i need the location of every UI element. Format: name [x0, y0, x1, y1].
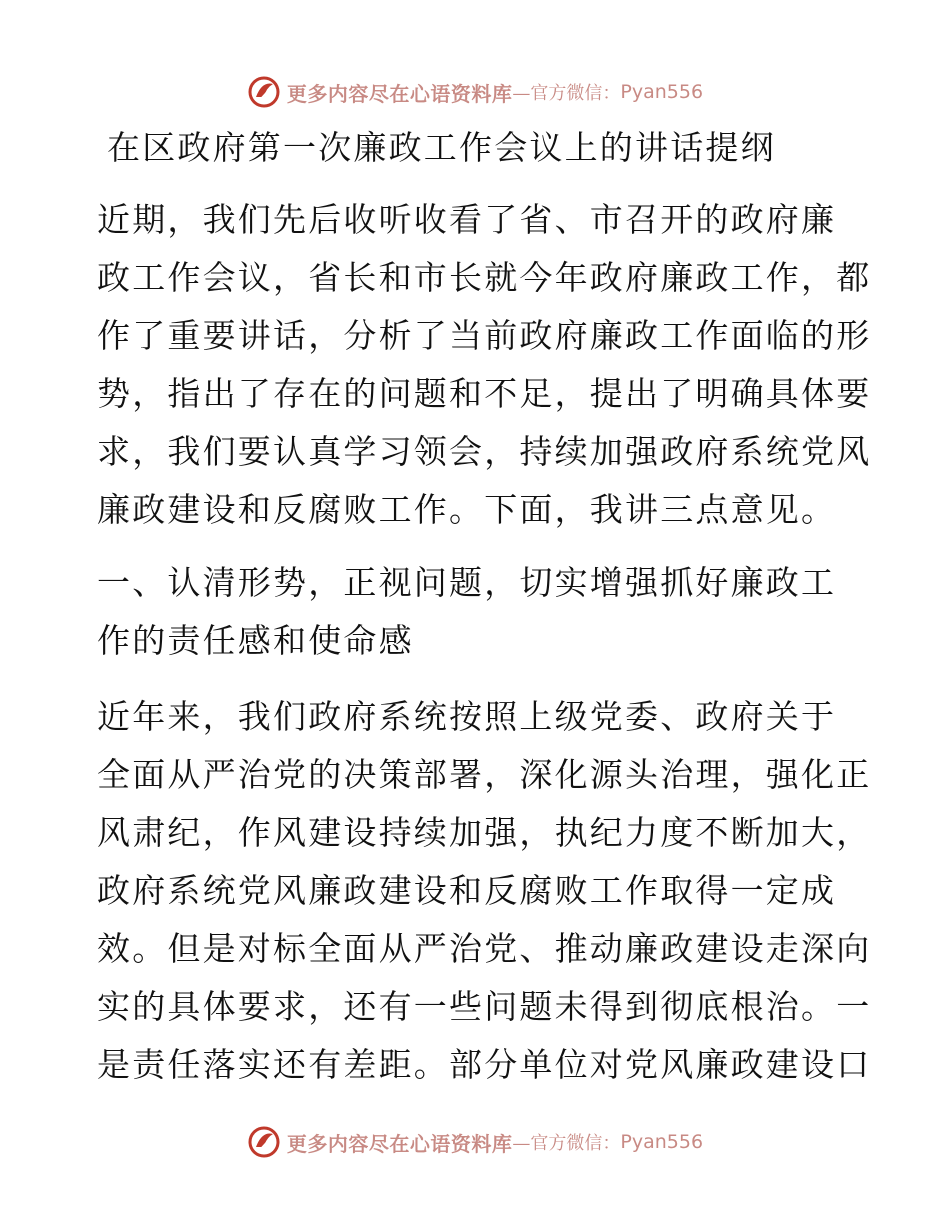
- watermark-wechat-id: Pyan556: [620, 81, 704, 103]
- section-heading-line: 一、认清形势，正视问题，切实增强抓好廉政工: [97, 563, 837, 602]
- paragraph-line: 廉政建设和反腐败工作。下面，我讲三点意见。: [97, 490, 837, 529]
- watermark-logo-icon: [247, 75, 281, 109]
- paragraph-line: 是责任落实还有差距。部分单位对党风廉政建设口: [97, 1045, 872, 1084]
- paragraph-line: 近年来，我们政府系统按照上级党委、政府关于: [97, 697, 837, 736]
- paragraph-line: 效。但是对标全面从严治党、推动廉政建设走深向: [97, 929, 872, 968]
- watermark-text: 更多内容尽在心语资料库: [286, 81, 513, 106]
- paragraph-line: 全面从严治党的决策部署，深化源头治理，强化正: [97, 755, 872, 794]
- watermark-banner-bottom: [0, 1122, 950, 1162]
- paragraph-line: 风肃纪，作风建设持续加强，执纪力度不断加大，: [97, 813, 872, 852]
- paragraph-line: 实的具体要求，还有一些问题未得到彻底根治。一: [97, 987, 872, 1026]
- watermark-official-label: —官方微信：: [512, 83, 621, 104]
- watermark-logo-icon: [247, 1125, 281, 1159]
- paragraph-line: 作了重要讲话，分析了当前政府廉政工作面临的形: [97, 316, 872, 355]
- watermark-official-label: —官方微信：: [512, 1133, 621, 1154]
- document-title: 在区政府第一次廉政工作会议上的讲话提纲: [107, 128, 776, 167]
- paragraph-line: 政府系统党风廉政建设和反腐败工作取得一定成: [97, 871, 837, 910]
- watermark-wechat-id: Pyan556: [620, 1131, 704, 1153]
- paragraph-line: 求，我们要认真学习领会，持续加强政府系统党风: [97, 432, 872, 471]
- paragraph-line: 近期，我们先后收听收看了省、市召开的政府廉: [97, 200, 837, 239]
- paragraph-line: 政工作会议，省长和市长就今年政府廉政工作，都: [97, 258, 872, 297]
- watermark-banner-top: [0, 72, 950, 112]
- watermark-text: 更多内容尽在心语资料库: [286, 1131, 513, 1156]
- paragraph-line: 势，指出了存在的问题和不足，提出了明确具体要: [97, 374, 872, 413]
- section-heading-line: 作的责任感和使命感: [97, 621, 414, 660]
